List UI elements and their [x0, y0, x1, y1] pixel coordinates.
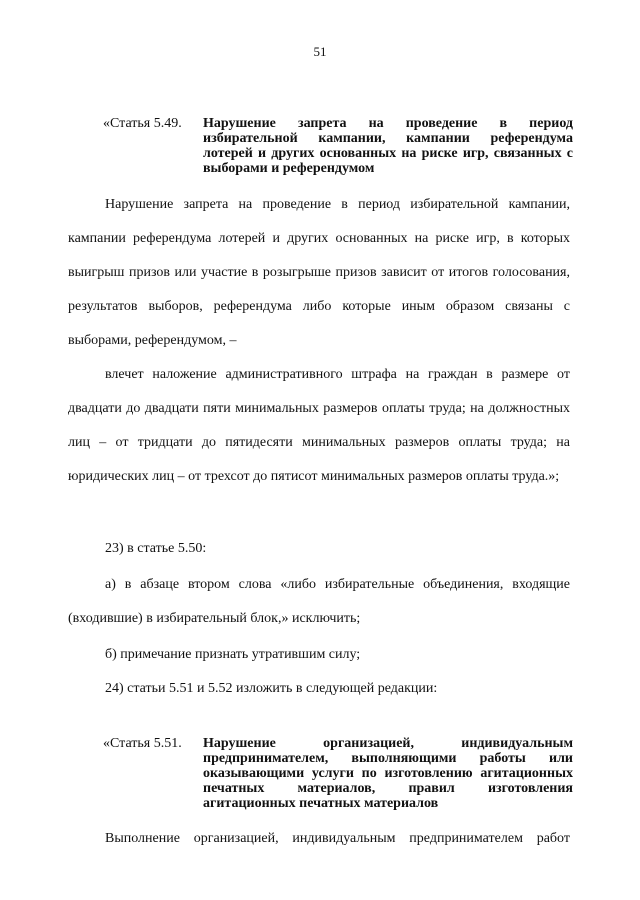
article-551-title: Нарушение организацией, индивидуальным предпринимателем, выполняющими работы или оказывающими услуги по изготовлению агитационных печатных материалов, правил изготовления агитационных печатных материалов: [203, 736, 573, 811]
paragraph-item-24: 24) статьи 5.51 и 5.52 изложить в следующей редакции:: [105, 681, 438, 696]
paragraph-violation-description: Нарушение запрета на проведение в период избирательной кампании, кампании референдума лотерей и других основанных на риске игр, в которых выигрыш призов или участие в розыгрыше призов зависит от итогов голосования, результатов выборов, референдума либо которые иным образом связаны с выборами, референдумом, –: [68, 197, 570, 348]
article-551-label: «Статья 5.51.: [103, 736, 182, 751]
paragraph-item-a: а) в абзаце втором слова «либо избирательные объединения, входящие (входившие) в избирательный блок,» исключить;: [68, 577, 570, 626]
article-549-label: «Статья 5.49.: [103, 116, 182, 131]
page-number: 51: [313, 44, 327, 59]
paragraph-penalty: влечет наложение административного штрафа на граждан в размере от двадцати до двадцати пяти минимальных размеров оплаты труда; на должностных лиц – от тридцати до пятидесяти минимальных размеров оплаты труда; на юридических лиц – от трехсот до пятисот минимальных размеров оплаты труда.»;: [68, 367, 570, 484]
paragraph-article-551-start: Выполнение организацией, индивидуальным предпринимателем работ: [105, 831, 570, 846]
paragraph-item-23: 23) в статье 5.50:: [105, 541, 207, 556]
paragraph-item-b: б) примечание признать утратившим силу;: [105, 647, 361, 662]
article-549-title: Нарушение запрета на проведение в период избирательной кампании, кампании референдума лотерей и других основанных на риске игр, связанных с выборами и референдумом: [203, 116, 573, 176]
article-549-heading: [103, 116, 573, 176]
article-551-heading: [103, 736, 573, 811]
